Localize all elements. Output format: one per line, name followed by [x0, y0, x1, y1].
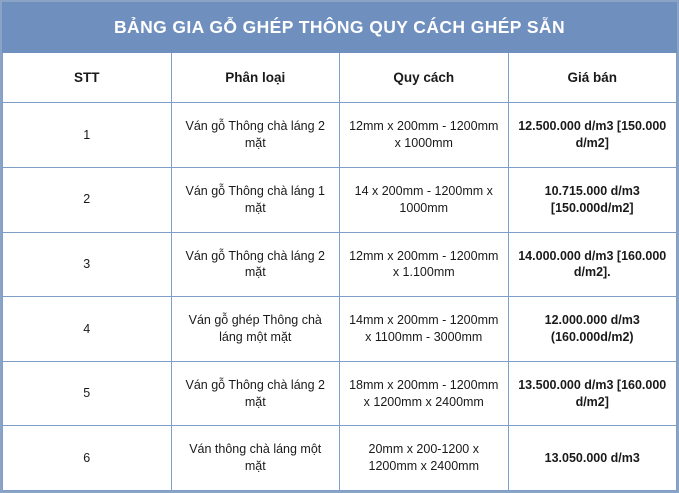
- table-title: BẢNG GIA GỖ GHÉP THÔNG QUY CÁCH GHÉP SẴN: [3, 3, 677, 53]
- table-title-row: [3, 3, 677, 53]
- table-row: [3, 297, 677, 362]
- row-type: Ván gỗ Thông chà láng 1 mặt: [171, 168, 340, 233]
- row-index: 6: [3, 426, 172, 491]
- column-header-spec: Quy cách: [340, 53, 509, 103]
- row-type: Ván gỗ Thông chà láng 2 mặt: [171, 361, 340, 426]
- column-header-type: Phân loại: [171, 53, 340, 103]
- row-spec: 14mm x 200mm - 1200mm x 1100mm - 3000mm: [340, 297, 509, 362]
- row-price: 10.715.000 d/m3 [150.000d/m2]: [508, 168, 677, 233]
- price-table: [2, 2, 677, 491]
- row-index: 2: [3, 168, 172, 233]
- row-type: Ván gỗ Thông chà láng 2 mặt: [171, 232, 340, 297]
- row-price: 12.500.000 d/m3 [150.000 d/m2]: [508, 103, 677, 168]
- column-header-price: Giá bán: [508, 53, 677, 103]
- table-row: [3, 232, 677, 297]
- row-index: 3: [3, 232, 172, 297]
- table-header-row: [3, 53, 677, 103]
- row-price: 13.500.000 d/m3 [160.000 d/m2]: [508, 361, 677, 426]
- row-spec: 14 x 200mm - 1200mm x 1000mm: [340, 168, 509, 233]
- column-header-stt: STT: [3, 53, 172, 103]
- row-spec: 20mm x 200-1200 x 1200mm x 2400mm: [340, 426, 509, 491]
- row-spec: 12mm x 200mm - 1200mm x 1.100mm: [340, 232, 509, 297]
- row-price: 14.000.000 d/m3 [160.000 d/m2].: [508, 232, 677, 297]
- row-price: 13.050.000 d/m3: [508, 426, 677, 491]
- row-index: 4: [3, 297, 172, 362]
- row-index: 5: [3, 361, 172, 426]
- row-price: 12.000.000 d/m3 (160.000d/m2): [508, 297, 677, 362]
- row-spec: 18mm x 200mm - 1200mm x 1200mm x 2400mm: [340, 361, 509, 426]
- table-row: [3, 426, 677, 491]
- table-row: [3, 361, 677, 426]
- row-index: 1: [3, 103, 172, 168]
- row-type: Ván thông chà láng một mặt: [171, 426, 340, 491]
- row-type: Ván gỗ ghép Thông chà láng một mặt: [171, 297, 340, 362]
- table-row: [3, 168, 677, 233]
- row-type: Ván gỗ Thông chà láng 2 mặt: [171, 103, 340, 168]
- row-spec: 12mm x 200mm - 1200mm x 1000mm: [340, 103, 509, 168]
- table-row: [3, 103, 677, 168]
